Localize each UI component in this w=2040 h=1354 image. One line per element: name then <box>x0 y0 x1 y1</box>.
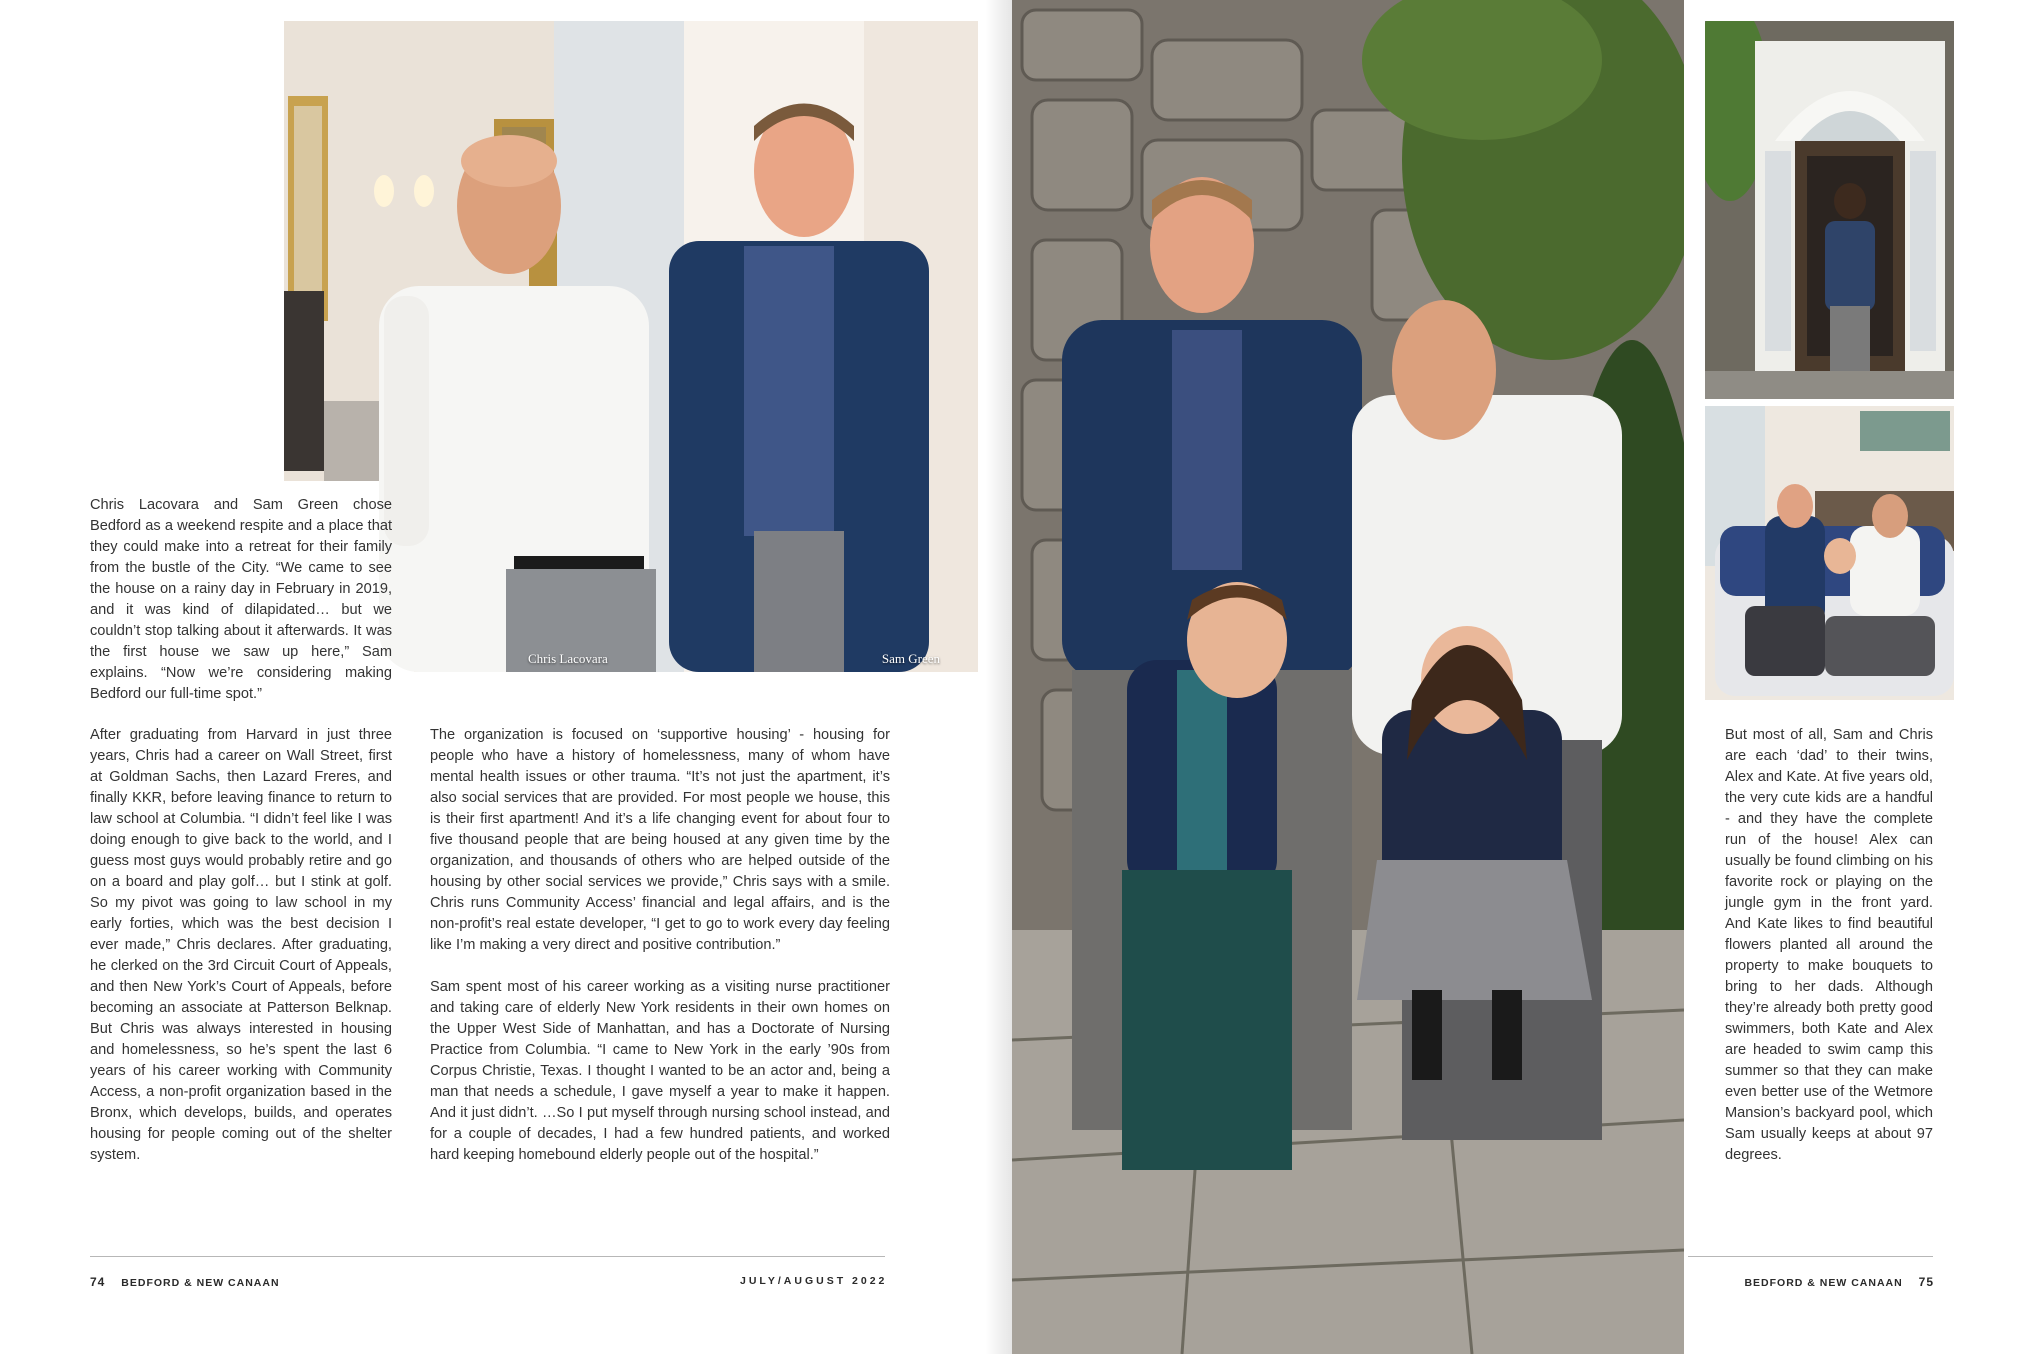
spine-shadow <box>985 0 1012 1354</box>
article-intro <box>90 495 392 705</box>
article-column-3 <box>1725 725 1933 1166</box>
folio-right <box>1744 1275 1934 1289</box>
doorway-photo <box>1705 21 1954 399</box>
magazine-title-left: BEDFORD & NEW CANAAN <box>121 1277 280 1289</box>
column-1-paragraph: After graduating from Harvard in just three years, Chris had a career on Wall Street, first at Goldman Sachs, then Lazard Freres, and finally KKR, before leaving finance to return to law school at Columbia. “I didn’t feel like I was doing enough to give back to the world, and I guess most guys would probably retire and go on a board and play golf… but I stink at golf. So my pivot was going to law school in my early forties, which was the best decision I ever made,” Chris declares. After graduating, he clerked on the 3rd Circuit Court of Appeals, and then New York’s Court of Appeals, before becoming an associate at Patterson Belknap. But Chris was always interested in housing and homelessness, so he’s spent the last 6 years of his career working with Community Access, a non-profit organization based in the Bronx, which develops, builds, and operates housing for people coming out of the shelter system. <box>90 727 392 1163</box>
column-3-paragraph: But most of all, Sam and Chris are each ‘dad’ to their twins, Alex and Kate. At five years old, the very cute kids are a handful - and they have the complete run of the house! Alex can usually be found climbing on his favorite rock or playing on the jungle gym in the front yard. And Kate likes to find beautiful flowers planted all around the property to make bouquets to bring to her dads. Although they’re already both pretty good swimmers, both Kate and Alex are headed to swim camp this summer so that they can make even better use of the Wetmore Mansion’s backyard pool, which Sam usually keeps at about 97 degrees. <box>1725 727 1933 1163</box>
column-2-paragraph-1: The organization is focused on ‘supportive housing’ - housing for people who have a history of homelessness, many of whom have mental health issues or other trauma. “It’s not just the apartment, it’s also social services that are provided. For most people we house, this is their first apartment! And it’s a life changing event for about four to five thousand people that are being housed at any given time by the organization, and thousands of others who are helped outside of the housing by other social services we provide,” Chris says with a smile. Chris runs Community Access’ financial and legal affairs, and is the non-profit’s real estate developer, “I get to go to work every day feeling like I’m making a very direct and positive contribution.” <box>430 727 890 953</box>
folio-left <box>90 1275 280 1289</box>
family-portrait-photo <box>1012 0 1684 1354</box>
column-2-paragraph-2: Sam spent most of his career working as a visiting nurse practitioner and taking care of elderly New York residents in their own homes on the Upper West Side of Manhattan, and has a Doctorate of Nursing Practice from Columbia. “I came to New York in the early ’90s from Corpus Christie, Texas. I thought I wanted to be an actor and, being a man that needs a schedule, I gave myself a year to make it happen. And it just didn’t. …So I put myself through nursing school instead, and for a couple of decades, I had a few hundred patients, and worked hard keeping homebound elderly people out of the hospital.” <box>430 979 890 1163</box>
issue-date: JULY/AUGUST 2022 <box>740 1275 888 1287</box>
folio-rule-right <box>1688 1256 1933 1257</box>
page-number-left: 74 <box>90 1275 106 1289</box>
sofa-photo <box>1705 406 1954 700</box>
photo-caption-sam: Sam Green <box>881 651 940 666</box>
article-column-1 <box>90 725 392 1166</box>
folio-rule-left <box>90 1256 885 1257</box>
page-number-right: 75 <box>1918 1275 1934 1289</box>
intro-paragraph: Chris Lacovara and Sam Green chose Bedford as a weekend respite and a place that they could make into a retreat for their family from the bustle of the City. “We came to see the house on a rainy day in February in 2019, and it was kind of dilapidated… but we couldn’t stop talking about it afterwards. It was the first house we saw up here,” Sam explains. “Now we’re considering making Bedford our full-time spot.” <box>90 497 392 702</box>
photo-caption-chris: Chris Lacovara <box>528 651 608 666</box>
magazine-title-right: BEDFORD & NEW CANAAN <box>1744 1277 1903 1289</box>
article-column-2 <box>430 725 890 1166</box>
